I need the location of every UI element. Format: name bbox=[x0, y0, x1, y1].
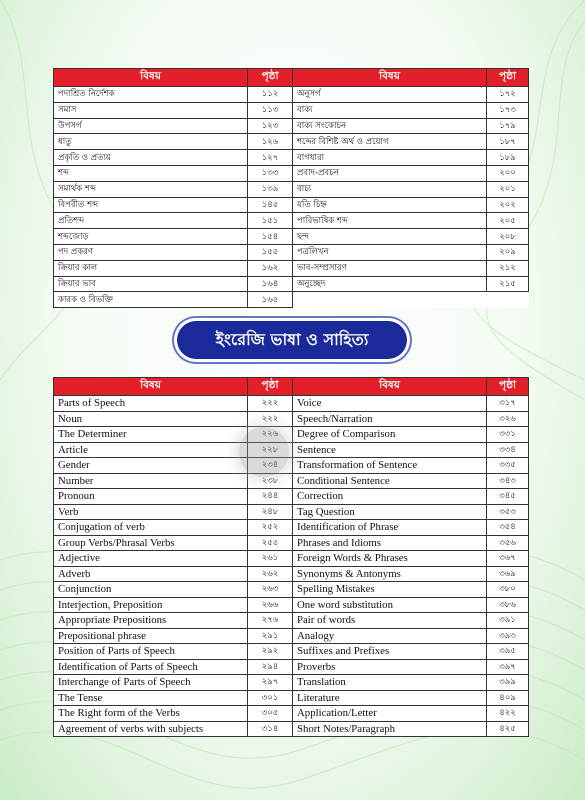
page-number: ২০২ bbox=[487, 197, 529, 213]
topic: Speech/Narration bbox=[293, 411, 487, 427]
page-number: ৩৫৩ bbox=[487, 504, 529, 520]
table-row bbox=[54, 411, 529, 427]
topic: Article bbox=[54, 442, 248, 458]
topic: Translation bbox=[293, 675, 487, 691]
table-header-row bbox=[54, 378, 529, 396]
header-subject: বিষয় bbox=[293, 69, 487, 87]
page-number: ২২৮ bbox=[248, 442, 293, 458]
page-number: ২৯২ bbox=[248, 644, 293, 660]
topic: Literature bbox=[293, 690, 487, 706]
page-number: ২৬৩ bbox=[248, 582, 293, 598]
table-row bbox=[54, 582, 529, 598]
topic: One word substitution bbox=[293, 597, 487, 613]
topic: Number bbox=[54, 473, 248, 489]
topic: Conjugation of verb bbox=[54, 520, 248, 536]
table-row bbox=[54, 150, 529, 166]
page-number: ২৯১ bbox=[248, 628, 293, 644]
page-number: ৩৩৪ bbox=[487, 442, 529, 458]
topic: ভাব-সম্প্রসারণ bbox=[293, 260, 487, 276]
page-number: ৩০১ bbox=[248, 690, 293, 706]
topic: প্রবাদ-প্রবচন bbox=[293, 165, 487, 181]
page-number: ২২২ bbox=[248, 396, 293, 412]
page-number: ১৫১ bbox=[248, 213, 293, 229]
table-row bbox=[54, 520, 529, 536]
page-number: ১১৩ bbox=[248, 102, 293, 118]
topic: বাচ্য bbox=[293, 181, 487, 197]
table-row bbox=[54, 706, 529, 722]
page-number: ২০৯ bbox=[487, 244, 529, 260]
table-row bbox=[54, 427, 529, 443]
page-number: ২৫২ bbox=[248, 520, 293, 536]
table-row bbox=[54, 165, 529, 181]
table-row bbox=[54, 489, 529, 505]
page-number: ১৮৭ bbox=[487, 134, 529, 150]
topic: Noun bbox=[54, 411, 248, 427]
topic: Verb bbox=[54, 504, 248, 520]
page-number: ১৬২ bbox=[248, 260, 293, 276]
page-number: ২০০ bbox=[487, 165, 529, 181]
topic: পদ প্রকরণ bbox=[54, 244, 248, 260]
topic: Degree of Comparison bbox=[293, 427, 487, 443]
topic: Spelling Mistakes bbox=[293, 582, 487, 598]
table-row bbox=[54, 721, 529, 737]
topic: পত্রলিখন bbox=[293, 244, 487, 260]
topic: Conjunction bbox=[54, 582, 248, 598]
table-row bbox=[54, 535, 529, 551]
topic: Foreign Words & Phrases bbox=[293, 551, 487, 567]
page-number: ৩৫৪ bbox=[487, 520, 529, 536]
topic: প্রকৃতি ও প্রত্যয় bbox=[54, 150, 248, 166]
topic: Proverbs bbox=[293, 659, 487, 675]
page-number: ৩৬৯ bbox=[487, 566, 529, 582]
table-row bbox=[54, 396, 529, 412]
page-number: ৩৯৯ bbox=[487, 675, 529, 691]
page-number: ৩১৪ bbox=[248, 721, 293, 737]
topic: অনুসর্গ bbox=[293, 87, 487, 103]
page-number: ২৪৮ bbox=[248, 504, 293, 520]
table-row bbox=[54, 690, 529, 706]
page-number: ১৭৯ bbox=[487, 118, 529, 134]
page-number: ২১৫ bbox=[487, 276, 529, 292]
table-row bbox=[54, 504, 529, 520]
table-row bbox=[54, 644, 529, 660]
topic: Voice bbox=[293, 396, 487, 412]
topic: উপসর্গ bbox=[54, 118, 248, 134]
page-number: ৩৮০ bbox=[487, 582, 529, 598]
table-row bbox=[54, 87, 529, 103]
topic: Position of Parts of Speech bbox=[54, 644, 248, 660]
table-row bbox=[54, 118, 529, 134]
topic: Group Verbs/Phrasal Verbs bbox=[54, 535, 248, 551]
topic: সমার্থক শব্দ bbox=[54, 181, 248, 197]
page-number: ১৪৫ bbox=[248, 197, 293, 213]
header-page: পৃষ্ঠা bbox=[248, 378, 293, 396]
table-row bbox=[54, 292, 529, 308]
topic: The Right form of the Verbs bbox=[54, 706, 248, 722]
topic: Correction bbox=[293, 489, 487, 505]
page-number: ২২৬ bbox=[248, 427, 293, 443]
topic: বিপরীত শব্দ bbox=[54, 197, 248, 213]
page-number: ২০৮ bbox=[487, 229, 529, 245]
table-row bbox=[54, 458, 529, 474]
table-header-row bbox=[54, 69, 529, 87]
page-number: ৩৬৭ bbox=[487, 551, 529, 567]
page-number: ৪২২ bbox=[487, 706, 529, 722]
table-row bbox=[54, 675, 529, 691]
header-subject: বিষয় bbox=[293, 378, 487, 396]
topic: Identification of Phrase bbox=[293, 520, 487, 536]
page-number: ৩০৫ bbox=[248, 706, 293, 722]
page-number: ৩১৭ bbox=[487, 396, 529, 412]
page-number: ৪০৯ bbox=[487, 690, 529, 706]
topic: শব্দজোড় bbox=[54, 229, 248, 245]
topic: The Determiner bbox=[54, 427, 248, 443]
topic: পারিভাষিক শব্দ bbox=[293, 213, 487, 229]
topic: শব্দ bbox=[54, 165, 248, 181]
table-row bbox=[54, 197, 529, 213]
page-number: ২৫৫ bbox=[248, 535, 293, 551]
table-row bbox=[54, 566, 529, 582]
page-number: ৩৪৫ bbox=[487, 489, 529, 505]
topic: প্রতিশব্দ bbox=[54, 213, 248, 229]
topic: অনুচ্ছেদ bbox=[293, 276, 487, 292]
page-number: ২৩৪ bbox=[248, 458, 293, 474]
table-row bbox=[54, 213, 529, 229]
page-number: ৩৪৩ bbox=[487, 473, 529, 489]
page-number: ১৬৫ bbox=[248, 292, 293, 308]
page-number: ১১২ bbox=[248, 87, 293, 103]
topic: পদাশ্রিত নির্দেশক bbox=[54, 87, 248, 103]
topic: শব্দের বিশিষ্ট অর্থ ও প্রয়োগ bbox=[293, 134, 487, 150]
table-row bbox=[54, 260, 529, 276]
page-number: ২৪৪ bbox=[248, 489, 293, 505]
topic: Suffixes and Prefixes bbox=[293, 644, 487, 660]
table-row bbox=[54, 597, 529, 613]
table-row bbox=[54, 473, 529, 489]
page-number: ৩৩১ bbox=[487, 427, 529, 443]
topic: ধাতু bbox=[54, 134, 248, 150]
bangla-contents-table bbox=[53, 68, 529, 308]
page-number: ৪২৫ bbox=[487, 721, 529, 737]
topic: Application/Letter bbox=[293, 706, 487, 722]
page-number: ১৮৯ bbox=[487, 150, 529, 166]
header-page: পৃষ্ঠা bbox=[487, 378, 529, 396]
topic: ক্রিয়ার কাল bbox=[54, 260, 248, 276]
topic: Interjection, Preposition bbox=[54, 597, 248, 613]
topic: Agreement of verbs with subjects bbox=[54, 721, 248, 737]
page-number: ৩৮৬ bbox=[487, 597, 529, 613]
page-number: ২৭৬ bbox=[248, 613, 293, 629]
topic: Prepositional phrase bbox=[54, 628, 248, 644]
page-number: ২৬২ bbox=[248, 566, 293, 582]
page-number: ১২৭ bbox=[248, 150, 293, 166]
page-number: ২০৫ bbox=[487, 213, 529, 229]
table-row bbox=[54, 551, 529, 567]
topic: Analogy bbox=[293, 628, 487, 644]
header-subject: বিষয় bbox=[54, 378, 248, 396]
page-number: ৩৯১ bbox=[487, 613, 529, 629]
header-page: পৃষ্ঠা bbox=[248, 69, 293, 87]
table-row bbox=[54, 628, 529, 644]
topic: Identification of Parts of Speech bbox=[54, 659, 248, 675]
page-number: ১৩৩ bbox=[248, 165, 293, 181]
page-number: ১৫৪ bbox=[248, 229, 293, 245]
page-number: ৩২৬ bbox=[487, 411, 529, 427]
topic: Transformation of Sentence bbox=[293, 458, 487, 474]
page-number: ১২৬ bbox=[248, 134, 293, 150]
page-number: ১৩৯ bbox=[248, 181, 293, 197]
page-number: ২২২ bbox=[248, 411, 293, 427]
table-row bbox=[54, 659, 529, 675]
page-number: ৩৯৩ bbox=[487, 628, 529, 644]
page-number: ২৯৭ bbox=[248, 675, 293, 691]
topic: বাগধারা bbox=[293, 150, 487, 166]
page-number: ১৬৪ bbox=[248, 276, 293, 292]
header-subject: বিষয় bbox=[54, 69, 248, 87]
table-row bbox=[54, 276, 529, 292]
topic: Sentence bbox=[293, 442, 487, 458]
topic: বাক্য সংকোচন bbox=[293, 118, 487, 134]
table-row bbox=[54, 442, 529, 458]
page-number: ২৯৪ bbox=[248, 659, 293, 675]
section-heading-english: ইংরেজি ভাষা ও সাহিত্য bbox=[177, 321, 407, 359]
table-row bbox=[54, 229, 529, 245]
topic: Short Notes/Paragraph bbox=[293, 721, 487, 737]
page-number: ৩৫৬ bbox=[487, 535, 529, 551]
topic: ক্রিয়ার ভাব bbox=[54, 276, 248, 292]
topic: Phrases and Idioms bbox=[293, 535, 487, 551]
empty-cell bbox=[293, 292, 529, 308]
topic: Parts of Speech bbox=[54, 396, 248, 412]
topic: কারক ও বিভক্তি bbox=[54, 292, 248, 308]
page-number: ২৬৬ bbox=[248, 597, 293, 613]
page-number: ১২৩ bbox=[248, 118, 293, 134]
topic: The Tense bbox=[54, 690, 248, 706]
table-row bbox=[54, 181, 529, 197]
topic: Appropriate Prepositions bbox=[54, 613, 248, 629]
topic: Adverb bbox=[54, 566, 248, 582]
topic: সমাস bbox=[54, 102, 248, 118]
topic: Interchange of Parts of Speech bbox=[54, 675, 248, 691]
page-number: ২৬১ bbox=[248, 551, 293, 567]
english-contents-table bbox=[53, 377, 529, 737]
topic: Synonyms & Antonyms bbox=[293, 566, 487, 582]
page-number: ১৭২ bbox=[487, 87, 529, 103]
page-number: ১৭৩ bbox=[487, 102, 529, 118]
page-number: ২৩৮ bbox=[248, 473, 293, 489]
topic: Pair of words bbox=[293, 613, 487, 629]
header-page: পৃষ্ঠা bbox=[487, 69, 529, 87]
page-number: ২০১ bbox=[487, 181, 529, 197]
table-row bbox=[54, 134, 529, 150]
table-row bbox=[54, 102, 529, 118]
topic: ছন্দ bbox=[293, 229, 487, 245]
topic: যতি চিহ্ন bbox=[293, 197, 487, 213]
watermark-logo bbox=[239, 427, 289, 477]
page-number: ১৫৫ bbox=[248, 244, 293, 260]
topic: Pronoun bbox=[54, 489, 248, 505]
page-number: ৩৯৫ bbox=[487, 644, 529, 660]
topic: Conditional Sentence bbox=[293, 473, 487, 489]
topic: Gender bbox=[54, 458, 248, 474]
topic: Tag Question bbox=[293, 504, 487, 520]
topic: Adjective bbox=[54, 551, 248, 567]
table-row bbox=[54, 613, 529, 629]
table-row bbox=[54, 244, 529, 260]
page-number: ৩৩৫ bbox=[487, 458, 529, 474]
page-number: ২১২ bbox=[487, 260, 529, 276]
topic: বাক্য bbox=[293, 102, 487, 118]
page-number: ৩৯৭ bbox=[487, 659, 529, 675]
